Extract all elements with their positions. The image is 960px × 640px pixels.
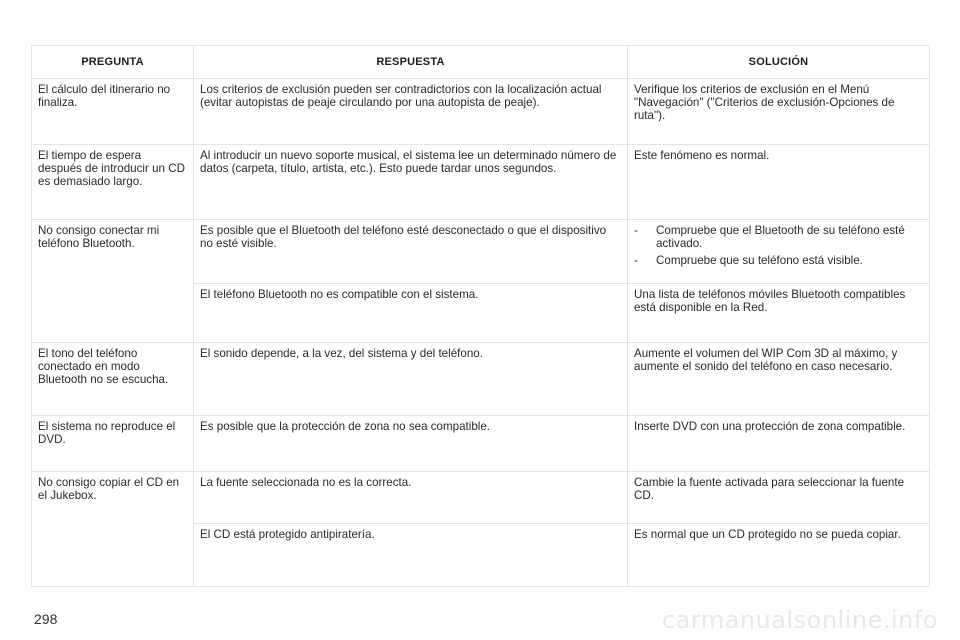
answer-cell: Es posible que la protección de zona no sea compatible. [194, 416, 628, 472]
answer-cell: La fuente seleccionada no es la correcta. [194, 472, 628, 524]
table-row [32, 343, 930, 416]
solution-cell: Una lista de teléfonos móviles Bluetooth compatibles está disponible en la Red. [628, 284, 930, 343]
table-row [32, 145, 930, 220]
question-cell: El sistema no reproduce el DVD. [32, 416, 194, 472]
answer-cell: Al introducir un nuevo soporte musical, el sistema lee un determinado número de datos (carpeta, título, artista, etc.). Esto puede tardar unos segundos. [194, 145, 628, 220]
header-solucion: SOLUCIÓN [628, 46, 930, 79]
answer-cell: El sonido depende, a la vez, del sistema y del teléfono. [194, 343, 628, 416]
question-cell: El cálculo del itinerario no finaliza. [32, 79, 194, 145]
table-row [32, 79, 930, 145]
question-cell: No consigo conectar mi teléfono Bluetooth. [32, 220, 194, 343]
bullet-text: Compruebe que su teléfono está visible. [656, 254, 863, 267]
bullet-dash: - [634, 224, 638, 237]
table-header-row [32, 46, 930, 79]
question-cell: No consigo copiar el CD en el Jukebox. [32, 472, 194, 587]
bullet-dash: - [634, 254, 638, 267]
bullet-text: Compruebe que el Bluetooth de su teléfono esté activado. [656, 224, 905, 250]
table-row [32, 416, 930, 472]
solution-cell: Verifique los criterios de exclusión en el Menú "Navegación" ("Criterios de exclusión-Opciones de ruta"). [628, 79, 930, 145]
table-row [32, 220, 930, 284]
table-row [32, 472, 930, 524]
solution-cell: Aumente el volumen del WIP Com 3D al máximo, y aumente el sonido del teléfono en caso necesario. [628, 343, 930, 416]
answer-cell: El CD está protegido antipiratería. [194, 524, 628, 587]
solution-bullet [634, 254, 923, 267]
site-watermark: carmanualsonline.info [661, 606, 938, 634]
answer-cell: Es posible que el Bluetooth del teléfono esté desconectado o que el dispositivo no esté visible. [194, 220, 628, 284]
solution-cell [628, 220, 930, 284]
header-pregunta: PREGUNTA [32, 46, 194, 79]
question-cell: El tiempo de espera después de introducir un CD es demasiado largo. [32, 145, 194, 220]
solution-bullet-list [634, 224, 923, 267]
solution-cell: Este fenómeno es normal. [628, 145, 930, 220]
solution-cell: Es normal que un CD protegido no se pueda copiar. [628, 524, 930, 587]
troubleshooting-table [31, 45, 930, 587]
answer-cell: Los criterios de exclusión pueden ser contradictorios con la localización actual (evitar autopistas de peaje circulando por una autopista de peaje). [194, 79, 628, 145]
solution-cell: Cambie la fuente activada para seleccionar la fuente CD. [628, 472, 930, 524]
header-respuesta: RESPUESTA [194, 46, 628, 79]
page-number: 298 [34, 611, 58, 627]
solution-bullet [634, 224, 923, 250]
question-cell: El tono del teléfono conectado en modo Bluetooth no se escucha. [32, 343, 194, 416]
solution-cell: Inserte DVD con una protección de zona compatible. [628, 416, 930, 472]
answer-cell: El teléfono Bluetooth no es compatible con el sistema. [194, 284, 628, 343]
